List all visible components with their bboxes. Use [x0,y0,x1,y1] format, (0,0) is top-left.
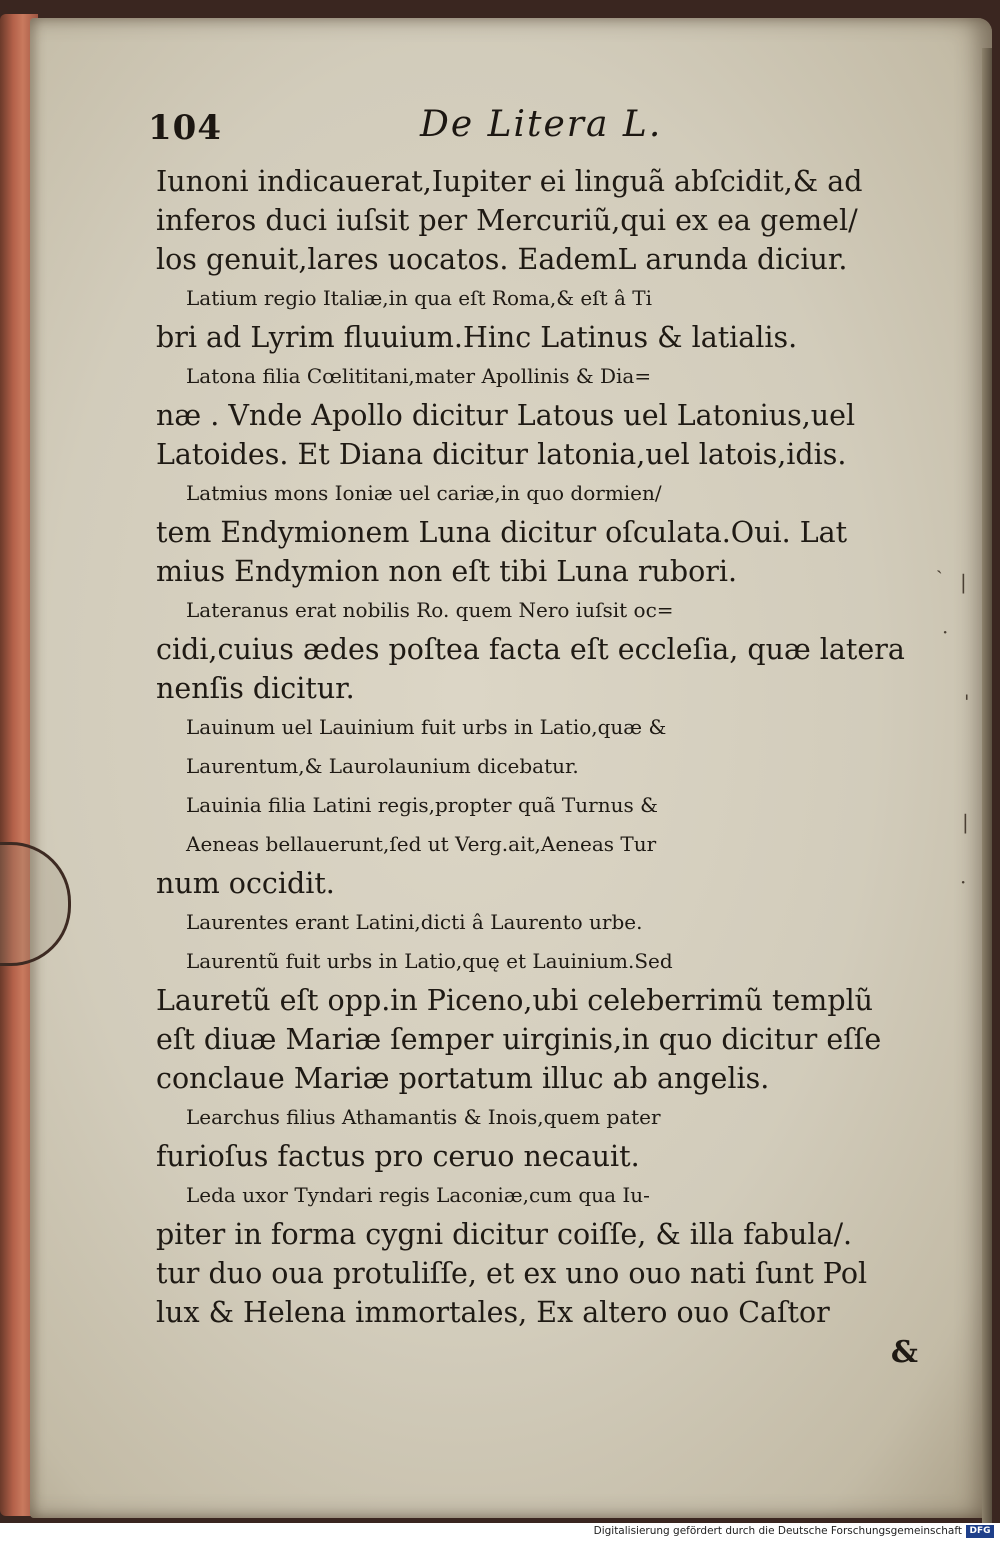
ink-speck: | [962,810,969,834]
text-line: bri ad Lyrim fluuium.Hinc Latinus & latialis. [156,321,798,354]
body-text [156,162,926,1374]
ink-speck: ' [964,690,970,714]
text-line: Laurentũ fuit urbs in Latio,quę et Lauinium.Sed [186,949,673,973]
catchword: & [890,1335,918,1370]
page-gutter-shadow [982,48,992,1523]
margin-specks [930,540,970,940]
text-line: næ . Vnde Apollo dicitur Latous uel Latonius,uel [156,399,856,432]
text-line: tur duo oua protuliſſe, et ex uno ouo nati ſunt Pol [156,1257,868,1290]
text-line: cidi,cuius ædes poſtea facta eſt eccleſia, quæ latera [156,633,905,666]
text-line: Leda uxor Tyndari regis Laconiæ,cum qua Iu- [186,1183,650,1207]
text-line: inferos duci iuſsit per Mercuriũ,qui ex ea gemel/ [156,204,858,237]
text-line: num occidit. [156,867,335,900]
text-line: Aeneas bellauerunt,ſed ut Verg.ait,Aeneas Tur [186,832,657,856]
text-line: Latmius mons Ioniæ uel cariæ,in quo dormien/ [186,481,662,505]
text-line: Lateranus erat nobilis Ro. quem Nero iuſsit oc= [186,598,674,622]
page-number: 104 [148,108,222,148]
ink-speck: ˎ [936,550,943,574]
text-line: Iunoni indicauerat,Iupiter ei linguã abſcidit,& ad [156,165,863,198]
text-line: Laurentum,& Laurolaunium dicebatur. [186,754,579,778]
digitization-footer [0,1523,1000,1541]
text-line: lux & Helena immortales, Ex altero ouo Caſtor [156,1296,830,1329]
text-line: tem Endymionem Luna dicitur oſculata.Oui. Lat [156,516,848,549]
text-line: Latona filia Cœlititani,mater Apollinis & Dia= [186,364,652,388]
text-line: Latium regio Italiæ,in qua eſt Roma,& eſt â Ti [186,286,653,310]
text-line: Laurentes erant Latini,dicti â Laurento urbe. [186,910,643,934]
text-line: Lauretũ eſt opp.in Piceno,ubi celeberrimũ templũ [156,984,874,1017]
text-line: eſt diuæ Mariæ ſemper uirginis,in quo dicitur eſſe [156,1023,882,1056]
text-line: Lauinia filia Latini regis,propter quã Turnus & [186,793,658,817]
text-line: conclaue Mariæ portatum illuc ab angelis. [156,1062,770,1095]
text-line: piter in forma cygni dicitur coiſſe, & illa fabula/. [156,1218,853,1251]
ink-speck: | [960,570,967,594]
footer-credit: Digitalisierung gefördert durch die Deutsche Forschungsgemeinschaft [593,1525,962,1537]
dfg-logo: DFG [966,1525,994,1538]
text-line: Learchus filius Athamantis & Inois,quem pater [186,1105,661,1129]
text-line: Lauinum uel Lauinium fuit urbs in Latio,quæ & [186,715,667,739]
text-line: mius Endymion non eſt tibi Luna rubori. [156,555,738,588]
text-line: Latoides. Et Diana dicitur latonia,uel latois,idis. [156,438,847,471]
text-line: nenſis dicitur. [156,672,355,705]
ink-speck: · [942,620,949,644]
ink-speck: · [960,870,967,894]
running-title: De Litera L. [420,104,663,145]
page-header [148,102,748,152]
text-line: furioſus factus pro ceruo necauit. [156,1140,640,1173]
text-line: los genuit,lares uocatos. EademL arunda diciur. [156,243,848,276]
